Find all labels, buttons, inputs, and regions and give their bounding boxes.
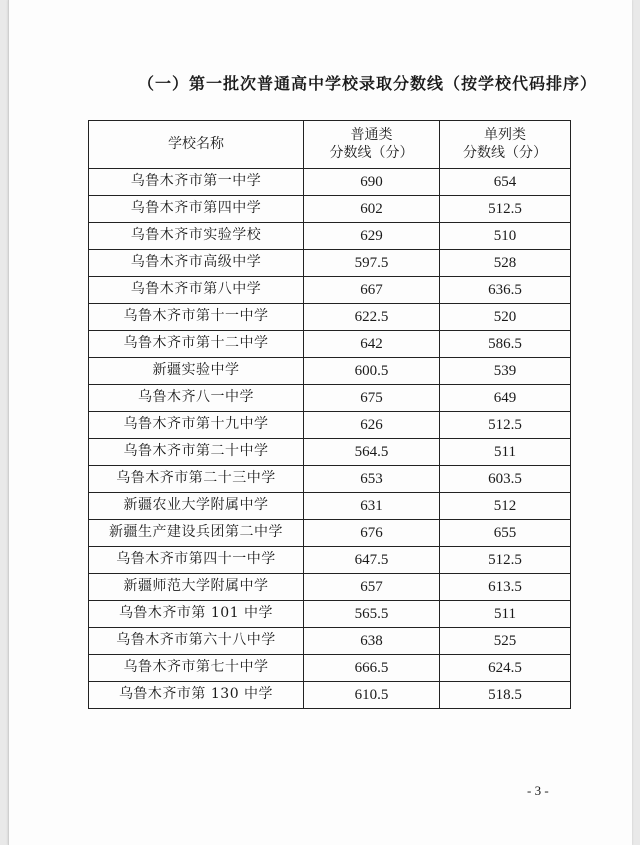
table-row — [89, 466, 571, 493]
school-name-cell: 新疆实验中学 — [89, 358, 304, 385]
single-score-cell: 520 — [440, 304, 571, 331]
table-row — [89, 196, 571, 223]
school-name-cell: 新疆生产建设兵团第二中学 — [89, 520, 304, 547]
school-name-cell: 乌鲁木齐市第十二中学 — [89, 331, 304, 358]
single-score-cell: 512.5 — [440, 547, 571, 574]
school-name-cell: 乌鲁木齐市实验学校 — [89, 223, 304, 250]
school-name-cell: 乌鲁木齐市第四中学 — [89, 196, 304, 223]
single-score-cell: 613.5 — [440, 574, 571, 601]
single-score-cell: 518.5 — [440, 682, 571, 709]
table-row — [89, 385, 571, 412]
school-name-cell: 乌鲁木齐八一中学 — [89, 385, 304, 412]
single-score-cell: 649 — [440, 385, 571, 412]
general-score-cell: 564.5 — [304, 439, 440, 466]
table-row — [89, 520, 571, 547]
school-name-cell: 新疆农业大学附属中学 — [89, 493, 304, 520]
school-name-cell: 乌鲁木齐市高级中学 — [89, 250, 304, 277]
table-row — [89, 574, 571, 601]
general-score-cell: 653 — [304, 466, 440, 493]
single-score-cell: 512.5 — [440, 412, 571, 439]
single-score-cell: 511 — [440, 601, 571, 628]
general-score-cell: 629 — [304, 223, 440, 250]
single-score-cell: 654 — [440, 169, 571, 196]
single-score-cell: 525 — [440, 628, 571, 655]
general-score-cell: 610.5 — [304, 682, 440, 709]
table-row — [89, 412, 571, 439]
table-row — [89, 628, 571, 655]
general-score-cell: 597.5 — [304, 250, 440, 277]
general-score-cell: 638 — [304, 628, 440, 655]
school-name-cell: 乌鲁木齐市第十一中学 — [89, 304, 304, 331]
table-row — [89, 250, 571, 277]
school-name-cell: 乌鲁木齐市第十九中学 — [89, 412, 304, 439]
table-row — [89, 169, 571, 196]
general-score-cell: 666.5 — [304, 655, 440, 682]
single-score-cell: 511 — [440, 439, 571, 466]
header-school-name: 学校名称 — [89, 121, 304, 169]
header-general-score: 普通类 分数线（分） — [304, 121, 440, 169]
school-name-cell: 乌鲁木齐市第六十八中学 — [89, 628, 304, 655]
general-score-cell: 600.5 — [304, 358, 440, 385]
general-score-cell: 642 — [304, 331, 440, 358]
table-row — [89, 304, 571, 331]
general-score-cell: 690 — [304, 169, 440, 196]
school-name-cell: 乌鲁木齐市第二十中学 — [89, 439, 304, 466]
single-score-cell: 512 — [440, 493, 571, 520]
single-score-cell: 510 — [440, 223, 571, 250]
table-row — [89, 655, 571, 682]
general-score-cell: 675 — [304, 385, 440, 412]
single-score-cell: 636.5 — [440, 277, 571, 304]
table-body — [89, 169, 571, 709]
general-score-cell: 657 — [304, 574, 440, 601]
document-page — [8, 0, 632, 845]
general-score-cell: 667 — [304, 277, 440, 304]
school-name-cell: 乌鲁木齐市第 130 中学 — [89, 682, 304, 709]
header-single-score: 单列类 分数线（分） — [440, 121, 571, 169]
table-row — [89, 601, 571, 628]
table-row — [89, 358, 571, 385]
school-name-cell: 乌鲁木齐市第四十一中学 — [89, 547, 304, 574]
school-name-cell: 乌鲁木齐市第二十三中学 — [89, 466, 304, 493]
page-edge — [8, 0, 9, 845]
table-row — [89, 223, 571, 250]
single-score-cell: 528 — [440, 250, 571, 277]
general-score-cell: 631 — [304, 493, 440, 520]
general-score-cell: 676 — [304, 520, 440, 547]
school-name-cell: 乌鲁木齐市第七十中学 — [89, 655, 304, 682]
table-row — [89, 277, 571, 304]
general-score-cell: 602 — [304, 196, 440, 223]
single-score-cell: 539 — [440, 358, 571, 385]
general-score-cell: 626 — [304, 412, 440, 439]
single-score-cell: 512.5 — [440, 196, 571, 223]
school-name-cell: 乌鲁木齐市第八中学 — [89, 277, 304, 304]
table-row — [89, 493, 571, 520]
school-name-cell: 乌鲁木齐市第一中学 — [89, 169, 304, 196]
page-number: - 3 - — [527, 783, 549, 798]
table-header-row — [89, 121, 571, 169]
table-row — [89, 331, 571, 358]
school-name-cell: 新疆师范大学附属中学 — [89, 574, 304, 601]
single-score-cell: 624.5 — [440, 655, 571, 682]
table-row — [89, 682, 571, 709]
general-score-cell: 565.5 — [304, 601, 440, 628]
general-score-cell: 647.5 — [304, 547, 440, 574]
table-row — [89, 439, 571, 466]
school-name-cell: 乌鲁木齐市第 101 中学 — [89, 601, 304, 628]
single-score-cell: 586.5 — [440, 331, 571, 358]
admission-score-table — [88, 120, 571, 709]
page-title: （一）第一批次普通高中学校录取分数线（按学校代码排序） — [138, 74, 598, 93]
table-row — [89, 547, 571, 574]
single-score-cell: 655 — [440, 520, 571, 547]
single-score-cell: 603.5 — [440, 466, 571, 493]
general-score-cell: 622.5 — [304, 304, 440, 331]
